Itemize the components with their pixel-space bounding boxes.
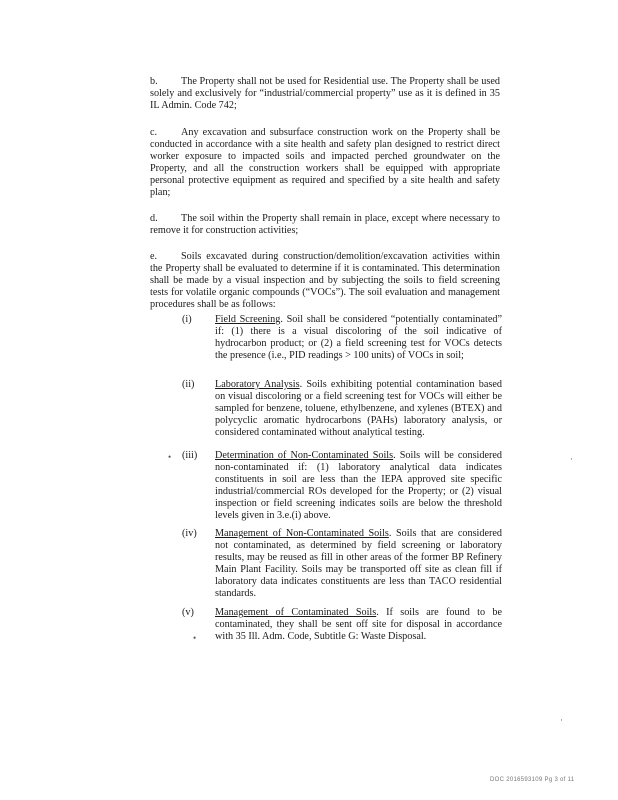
paragraph-b <box>150 76 500 112</box>
paragraph-label: b. <box>150 76 158 87</box>
item-heading: Management of Contaminated Soils <box>215 607 377 618</box>
item-heading: Determination of Non-Contaminated Soils <box>215 450 394 461</box>
scan-speck: • <box>193 633 197 643</box>
item-number: (ii) <box>182 379 195 390</box>
paragraph-text: The soil within the Property shall remain in place, except where necessary to remove it for construction activities; <box>150 213 500 237</box>
scan-speck: · <box>570 454 573 464</box>
paragraph-text: The Property shall not be used for Residential use. The Property shall be used solely and exclusively for “industrial/commercial property” use as it is defined in 35 IL Admin. Code 742; <box>150 76 500 112</box>
item-number: (v) <box>182 607 194 618</box>
item-text: . Soils will be considered non-contaminated if: (1) laboratory analytical data indicates constituents in soil are less than the IEPA approved site specific industrial/commercial ROs developed for the Property; or (2) visual inspection or field screening indicates soils are below the threshold levels given in 3.e.(i) above. <box>215 450 502 522</box>
document-stamp-id: DOC 2016593109 Pg 3 of 11 <box>490 777 575 783</box>
item-number: (iv) <box>182 528 197 539</box>
paragraph-text: Soils excavated during construction/demolition/excavation activities within the Property shall be evaluated to determine if it is contaminated. This determination shall be made by a visual inspection and by subjecting the soils to field screening tests for volatile organic compounds (“VOCs”). The soil evaluation and management procedures shall be as follows: <box>150 251 500 311</box>
paragraph-c <box>150 127 500 200</box>
paragraph-e <box>150 251 500 311</box>
item-heading: Laboratory Analysis <box>215 379 300 390</box>
item-heading: Field Screening <box>215 314 281 325</box>
item-text: . Soils exhibiting potential contamination based on visual discoloring or a field screening test for VOCs will either be sampled for benzene, toluene, ethylbenzene, and xylenes (BTEX) and polycyclic aromatic hydrocarbons (PAHs) laboratory analysis, or considered contaminated without analytical testing. <box>215 379 502 439</box>
item-text: . If soils are found to be contaminated, they shall be sent off site for disposal in accordance with 35 Ill. Adm. Code, Subtitle G: Waste Disposal. <box>215 607 502 643</box>
item-heading: Management of Non-Contaminated Soils <box>215 528 389 539</box>
paragraph-label: d. <box>150 213 158 224</box>
scan-speck: · <box>560 715 563 725</box>
item-number: (iii) <box>182 450 198 461</box>
paragraph-text: Any excavation and subsurface construction work on the Property shall be conducted in accordance with a site health and safety plan designed to restrict direct worker exposure to impacted soils and impacted perched groundwater on the Property, and all the construction workers shall be equipped with appropriate personal protective equipment as required and specified by a site health and safety plan; <box>150 127 500 199</box>
item-text: . Soils that are considered not contaminated, as determined by field screening or laboratory results, may be reused as fill in other areas of the former BP Refinery Main Plant Facility. Soils may be transported off site as clean fill if laboratory data indicates constituents are less than TACO residential standards. <box>215 528 502 600</box>
item-number: (i) <box>182 314 192 325</box>
paragraph-d <box>150 213 500 237</box>
paragraph-label: c. <box>150 127 158 138</box>
paragraph-label: e. <box>150 251 158 262</box>
scan-speck: • <box>168 452 172 462</box>
item-text: . Soil shall be considered “potentially contaminated” if: (1) there is a visual discoloring of the soil indicative of hydrocarbon product; or (2) a field screening test for VOCs detects the presence (i.e., PID readings > 100 units) of VOCs in soil; <box>215 314 502 362</box>
